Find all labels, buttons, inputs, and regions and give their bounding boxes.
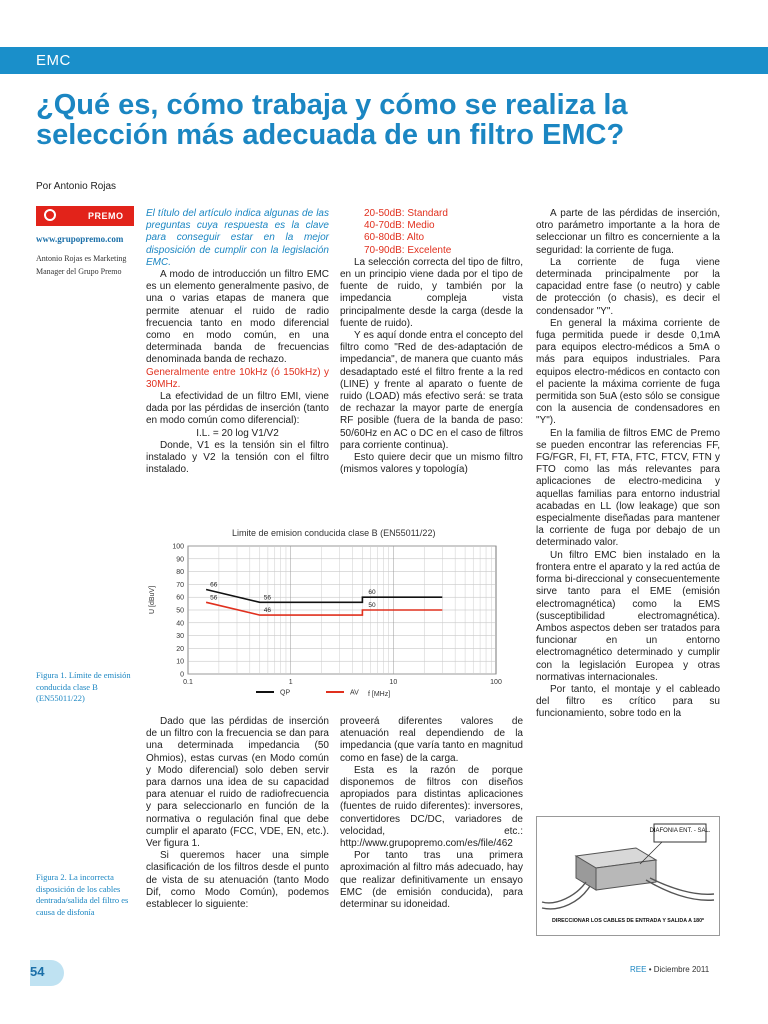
value-label: 66 [210, 581, 218, 589]
y-tick-label: 30 [176, 633, 184, 641]
website-link[interactable]: www.grupopremo.com [36, 234, 124, 244]
y-tick-label: 70 [176, 581, 184, 589]
x-axis-label: f [MHz] [368, 691, 391, 698]
section-band [0, 47, 768, 74]
premo-logo-mark-icon [44, 209, 56, 221]
figure-1-caption: Figura 1. Límite de emisión conducida clase B (EN55011/22) [36, 670, 131, 703]
paragraph: En la familia de filtros EMC de Premo se pueden encontrar las referencias FF, FG/FGR, FI, FT, FTA, FTC, FTCV, FTN y FTO como las más relevantes para aplicaciones de electro-medicina y aquellas familias para entorno industrial acabadas en LL (low leakage) que son especialmente diseñadas para mantener la corriente de fuga por debajo de un determinado valor. [536, 427, 720, 549]
paragraph: La efectividad de un filtro EMI, viene dada por las pérdidas de inserción (tanto en modo común como diferencial): [146, 391, 329, 427]
x-tick-label: 100 [490, 679, 502, 686]
article-title: ¿Qué es, cómo trabaja y cómo se realiza la selección más adecuada de un filtro EMC? [36, 89, 628, 151]
y-tick-label: 20 [176, 645, 184, 653]
paragraph: Por tanto tras una primera aproximación al filtro más adecuado, hay que realizar definitivamente un ensayo EMC (de emisión conducida), para determinar su idoneidad. [340, 850, 523, 911]
lower-column-1 [146, 716, 329, 911]
footer-magazine: REE [630, 965, 647, 974]
cabling-note: DIRECCIONAR LOS CABLES DE ENTRADA Y SALIDA A 180º [552, 918, 704, 924]
footer-date: Diciembre 2011 [653, 965, 710, 974]
y-tick-label: 40 [176, 620, 184, 628]
logo-text: PREMO [88, 211, 124, 221]
author-bio: Antonio Rojas es Marketing Manager del Grupo Premo [36, 254, 127, 276]
y-tick-label: 50 [176, 607, 184, 615]
filter-box [576, 848, 656, 890]
paragraph: La selección correcta del tipo de filtro, en un principio viene dada por el tipo de fuente de ruido, y también por la impedancia compleja vista principalmente desde la carga (desde la fuente de ruido). [340, 256, 523, 329]
y-tick-label: 10 [176, 658, 184, 666]
footer-separator: • [648, 965, 654, 974]
paragraph: Si queremos hacer una simple clasificación de los filtros desde el punto de vista de su atenuación (tanto Modo Dif, como Modo Común), podemos establecer lo siguiente: [146, 850, 329, 911]
footer [630, 965, 709, 974]
x-tick-label: 1 [288, 679, 293, 686]
column-3 [536, 208, 720, 721]
emission-limit-chart [146, 522, 524, 704]
y-tick-label: 90 [176, 556, 184, 564]
formula: I.L. = 20 log V1/V2 [196, 427, 279, 439]
paragraph: Un filtro EMC bien instalado en la frontera entre el aparato y la red actúa de forma bi-direccional y consecuentemente sirve tanto para el EME (emisión electromagnética) como la EMS (susceptibilidad electromagnética). Ambos aspectos deben ser tratados para funcionar en un entorno electromagnético determinado y cumplir con la legislación Europea y otras normativas internacionales. [536, 549, 721, 683]
paragraph: En general la máxima corriente de fuga permitida puede ir desde 0,1mA para equipos electro-médicos a 5mA o más para equipos industriales. Para equipos electro-médicos en contacto con el paciente la máxima corriente de fuga permitida son 5uA (esto sólo se consigue con la ausencia de condensadores en "Y"). [536, 317, 720, 427]
value-label: 50 [368, 602, 376, 609]
attenuation-ratings [340, 208, 523, 257]
frequency-range-text: Generalmente entre 10kHz (ó 150kHz) y 30MHz. [146, 366, 329, 390]
value-label: 56 [263, 594, 271, 602]
column-1 [146, 208, 329, 476]
diafonia-label: DIAFONIA ENT. - SAL. [649, 828, 711, 834]
filter-cabling-illustration [536, 816, 720, 936]
y-tick-label: 80 [176, 569, 184, 577]
x-tick-label: 10 [389, 679, 398, 686]
figure-2-caption: Figura 2. La incorrecta disposición de los cables dentrada/salida del filtro es causa de disfonía [36, 872, 129, 917]
y-tick-label: 60 [176, 594, 184, 602]
paragraph: La corriente de fuga viene determinada principalmente por la capacidad entre fase (o neutro) y cable de protección (o chasis), es decir el condensador "Y". [536, 256, 720, 317]
value-label: 56 [210, 594, 218, 602]
intro-paragraph: El título del artículo indica algunas de las preguntas cuya respuesta es la clave para conseguir estar en la mejor disposición de cumplir con la legislación EMC. [146, 208, 329, 268]
x-tick-label: 0.1 [183, 679, 193, 686]
paragraph: Y es aquí donde entra el concepto del filtro como "Red de des-adaptación de impedancia", de manera que cuanto más desadaptado esté el filtro frente a la red (LINE) y frente al aparato o fuente de ruido (LOAD) más efectivo será: se trata de rechazar la mayor parte de energía RF posible (fuera de la banda de paso: 50/60Hz en AC o DC en el caso de filtros para corriente continua). [340, 330, 523, 451]
paragraph: Dado que las pérdidas de inserción de un filtro con la frecuencia se dan para una determinada impedancia (50 Ohmios), estas curvas (en Modo común y Modo diferencial) solo deben servir para darnos una idea de su capacidad para atenuar el ruido de radiofrecuencia y para seleccionarlo en función de la normativa o regulación final que debe cumplir el aparato (FCC, VDE, EN, etc.). Ver figura 1. [146, 716, 329, 850]
page-number: 54 [30, 964, 45, 979]
legend-label: AV [350, 689, 359, 697]
paragraph: Donde, V1 es la tensión sin el filtro instalado y V2 la tensión con el filtro instalado. [146, 439, 329, 476]
page-number-tab [30, 960, 64, 986]
rating-item: 40-70dB: Medio [364, 220, 435, 232]
rating-item: 60-80dB: Alto [364, 232, 425, 244]
paragraph: proveerá diferentes valores de atenuación real dependiendo de la impedancia (que varía tanto en magnitud como en fase) de la carga. [340, 716, 523, 764]
rating-item: 70-90dB: Excelente [364, 244, 452, 256]
chart-legend [256, 690, 359, 697]
chart-title: Limite de emision conducida clase B (EN55011/22) [232, 528, 436, 538]
paragraph: A modo de introducción un filtro EMC es un elemento generalmente pasivo, de una o varias etapas de manera que permite atenuar el ruido de radio frecuencia tanto en modo diferencial como en modo común, en una determinada banda de frecuencias denominada banda de rechazo. [146, 269, 329, 366]
paragraph: Esto quiere decir que un mismo filtro (mismos valores y topología) [340, 452, 523, 476]
y-tick-label: 100 [172, 543, 184, 551]
lower-column-2 [340, 716, 523, 911]
rating-item: 20-50dB: Standard [364, 208, 448, 219]
value-label: 60 [368, 589, 376, 597]
paragraph: Esta es la razón de porque disponemos de filtros con diseños apropiados para distintas aplicaciones (fuentes de ruido diferentes): inversores, convertidores DC/DC, variadores de velocidad, etc.: http://www.grupopremo.com/es/file/462 [340, 764, 523, 850]
x-axis [183, 679, 502, 686]
column-2 [340, 208, 523, 476]
y-tick-label: 0 [180, 671, 184, 679]
paragraph: Por tanto, el montaje y el cableado del filtro es crítico para su funcionamiento, sobre todo en la [536, 683, 720, 720]
y-axis [172, 544, 184, 679]
value-label: 46 [263, 607, 271, 615]
premo-logo [36, 206, 134, 226]
paragraph: A parte de las pérdidas de inserción, otro parámetro importante a la hora de seleccionar un filtro es concerniente a la seguridad: la corriente de fuga. [536, 208, 720, 256]
section-label: EMC [36, 52, 71, 69]
y-axis-label: U [dBuV] [149, 585, 156, 614]
chart-grid [188, 546, 496, 674]
legend-label: QP [280, 689, 291, 697]
byline: Por Antonio Rojas [36, 181, 117, 192]
